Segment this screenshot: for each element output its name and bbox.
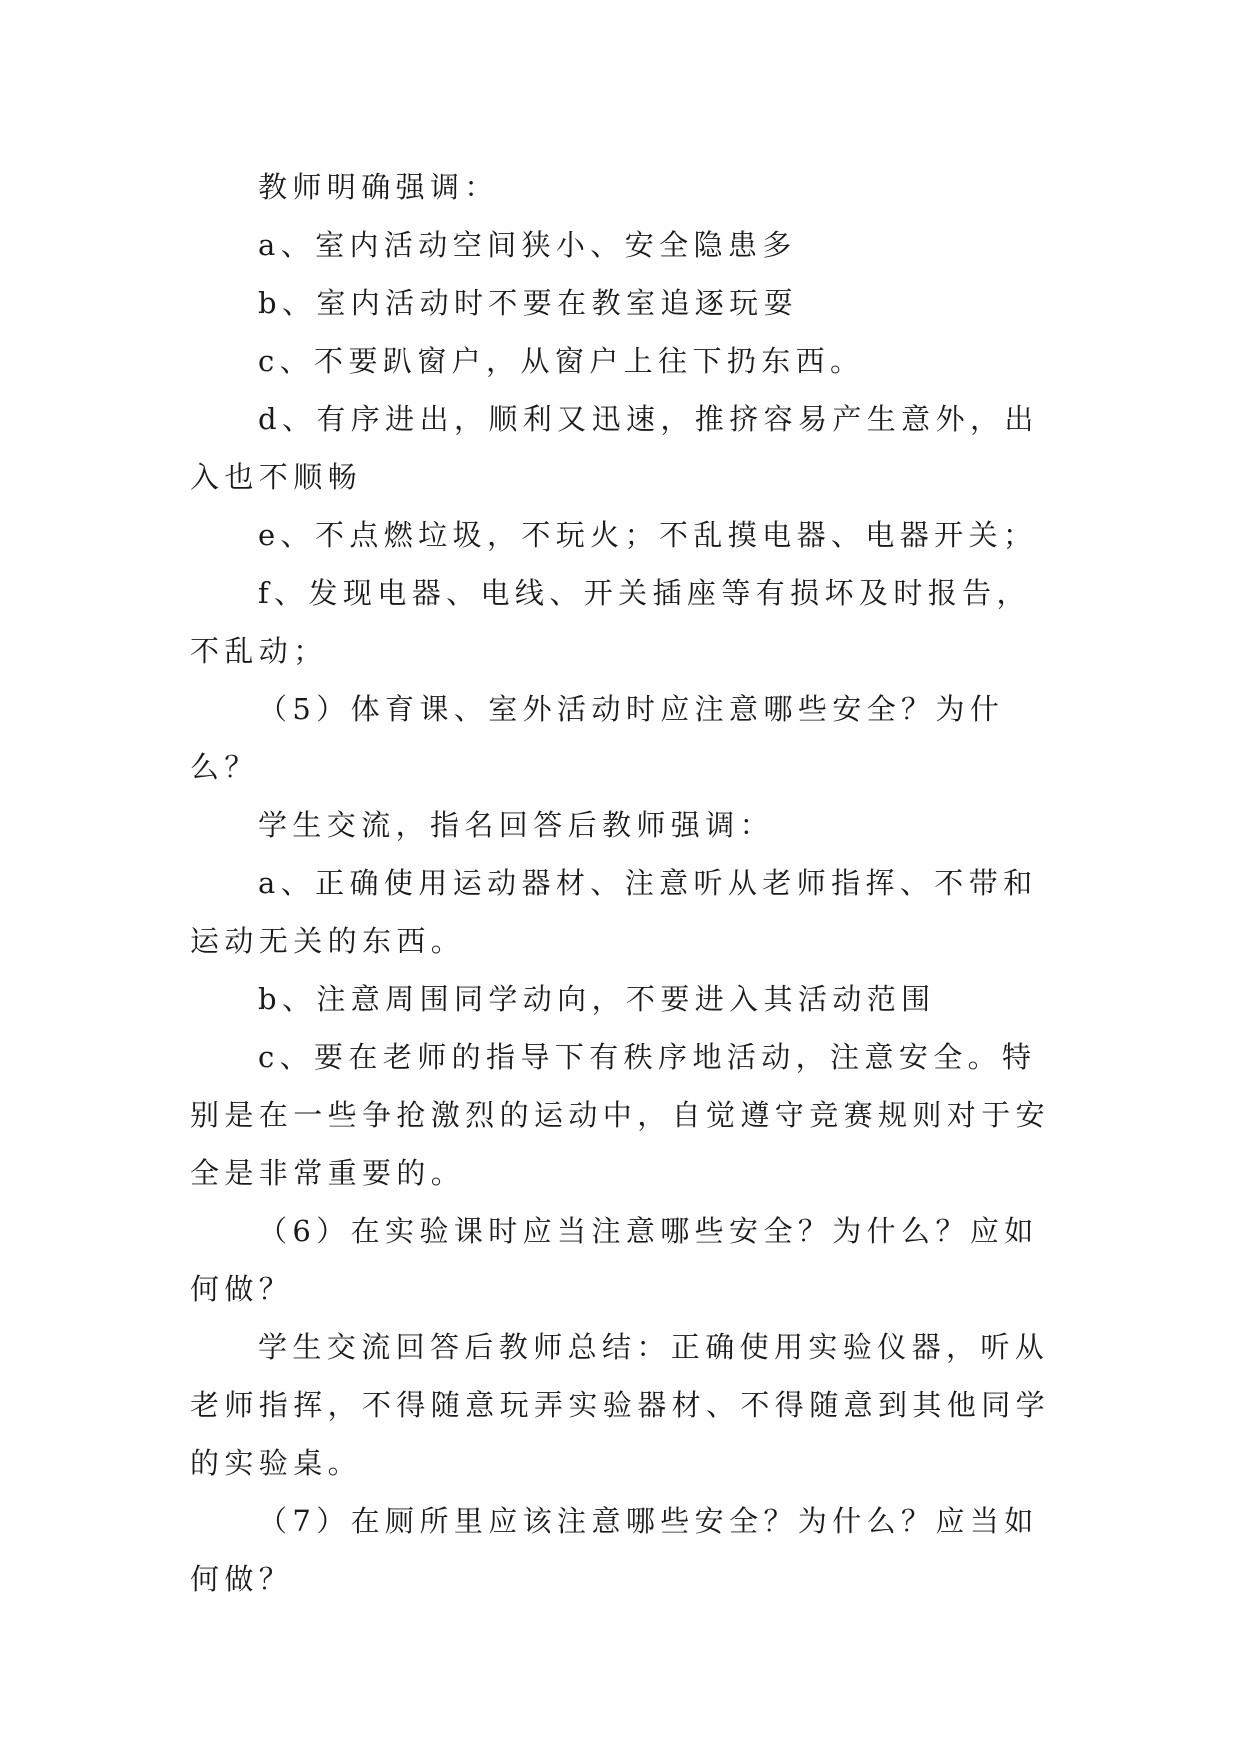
paragraph-item-d-indoor: d、有序进出，顺利又迅速，推挤容易产生意外，出入也不顺畅 xyxy=(190,402,1039,494)
paragraph-item-c-outdoor: c、要在老师的指导下有秩序地活动，注意安全。特别是在一些争抢激烈的运动中，自觉遵守竞赛规则对于安全是非常重要的。 xyxy=(190,1040,1051,1190)
paragraph-item-a-indoor: a、室内活动空间狭小、安全隐患多 xyxy=(258,228,797,262)
document-body xyxy=(190,158,1050,1608)
paragraph-teacher-summary: 学生交流回答后教师总结：正确使用实验仪器，听从老师指挥，不得随意玩弄实验器材、不得随意到其他同学的实验桌。 xyxy=(190,1330,1051,1480)
paragraph-question-6: （6）在实验课时应当注意哪些安全？为什么？应如何做？ xyxy=(190,1214,1039,1306)
paragraph-item-f-indoor: f、发现电器、电线、开关插座等有损坏及时报告，不乱动； xyxy=(190,576,1031,668)
paragraph-teacher-emphasis: 教师明确强调： xyxy=(258,170,499,204)
paragraph-question-5: （5）体育课、室外活动时应注意哪些安全？为什么？ xyxy=(190,692,1005,784)
paragraph-item-c-indoor: c、不要趴窗户，从窗户上往下扔东西。 xyxy=(258,344,865,378)
paragraph-item-e-indoor: e、不点燃垃圾，不玩火；不乱摸电器、电器开关； xyxy=(258,518,1038,552)
paragraph-item-b-outdoor: b、注意周围同学动向，不要进入其活动范围 xyxy=(258,982,936,1016)
paragraph-item-a-outdoor: a、正确使用运动器材、注意听从老师指挥、不带和运动无关的东西。 xyxy=(190,866,1038,958)
paragraph-question-7: （7）在厕所里应该注意哪些安全？为什么？应当如何做？ xyxy=(190,1504,1039,1596)
paragraph-student-exchange: 学生交流，指名回答后教师强调： xyxy=(258,808,775,842)
paragraph-item-b-indoor: b、室内活动时不要在教室追逐玩耍 xyxy=(258,286,798,320)
